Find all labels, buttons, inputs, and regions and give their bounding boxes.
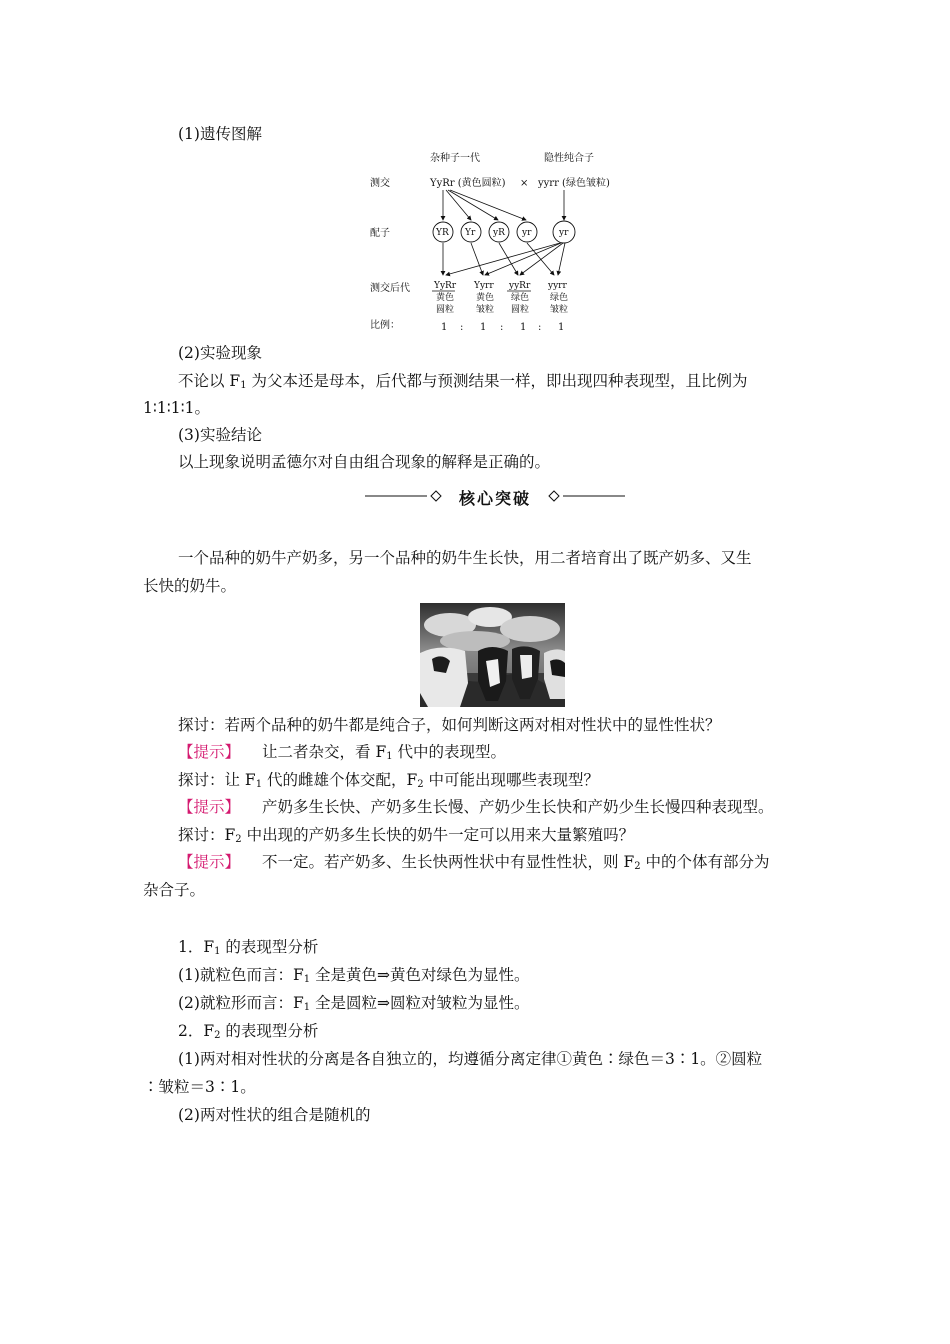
answer-1: 【提示】 让二者杂交，看 $F_1$ 代中的表现型。: [178, 743, 507, 762]
question-3: 探讨：$F_2$ 中出现的产奶多生长快的奶牛一定可以用来大量繁殖吗？: [178, 826, 635, 845]
tip-label-3: 【提示】: [178, 853, 241, 871]
row-gametes-label: 配子: [370, 228, 390, 239]
parent1-label: YyRr (黄色圆粒): [430, 178, 506, 189]
ratio-values: [441, 322, 564, 333]
cross-symbol: ×: [520, 178, 529, 189]
intro-text-2: 长快的奶牛。: [143, 577, 237, 595]
offspring-group: [433, 281, 568, 315]
offspring-2-color: 黄色: [476, 293, 495, 303]
analysis-line-3: (1)两对相对性状的分离是各自独立的，均遵循分离定律①黄色∶绿色＝3∶1。②圆粒: [178, 1050, 763, 1068]
gamete-yr-2: yr: [559, 228, 569, 238]
row-testcross-label: 测交: [370, 178, 390, 189]
gamete-yR: yR: [493, 228, 505, 238]
offspring-2-genotype: Yyrr: [474, 281, 494, 291]
analysis-line-5: (2)两对性状的组合是随机的: [178, 1106, 371, 1124]
analysis-line-1: (1)就粒色而言：$F_1$ 全是黄色⇒黄色对绿色为显性。: [178, 966, 530, 985]
ratio-sep-2: :: [500, 322, 504, 333]
cows-photo: [420, 603, 565, 707]
offspring-2-shape: 皱粒: [476, 305, 495, 315]
ratio-sep-1: :: [460, 322, 464, 333]
phenomenon-text-1: 不论以 $F_1$ 为父本还是母本，后代都与预测结果一样，即出现四种表现型，且比例为: [178, 372, 748, 391]
answer-2: 【提示】 产奶多生长快、产奶多生长慢、产奶少生长快和产奶少生长慢四种表现型。: [178, 798, 774, 816]
offspring-1-genotype: YyRr: [434, 281, 457, 291]
section-heading-conclusion: (3)实验结论: [178, 426, 262, 444]
question-2: 探讨：让 $F_1$ 代的雌雄个体交配，$F_2$ 中可能出现哪些表现型？: [178, 771, 600, 790]
testcross-diagram: [368, 148, 618, 338]
offspring-4-color: 绿色: [550, 293, 569, 303]
banner-title: 核心突破: [458, 489, 531, 508]
offspring-1-shape: 圆粒: [436, 305, 455, 315]
offspring-4-shape: 皱粒: [550, 305, 569, 315]
offspring-3-shape: 圆粒: [511, 305, 530, 315]
analysis-line-2: (2)就粒形而言：$F_1$ 全是圆粒⇒圆粒对皱粒为显性。: [178, 994, 530, 1013]
analysis-line-4: ∶皱粒＝3∶1。: [143, 1078, 256, 1096]
question-1: 探讨：若两个品种的奶牛都是纯合子，如何判断这两对相对性状中的显性性状？: [178, 716, 721, 734]
gamete-Yr: Yr: [465, 228, 476, 238]
ratio-3: 1: [520, 322, 527, 333]
ratio-sep-3: :: [538, 322, 542, 333]
tip-label-2: 【提示】: [178, 798, 241, 816]
answer-3-continued: 杂合子。: [143, 881, 206, 899]
ratio-1: 1: [441, 322, 448, 333]
conclusion-text: 以上现象说明孟德尔对自由组合现象的解释是正确的。: [178, 453, 551, 471]
phenomenon-text-2: 1∶1∶1∶1。: [143, 399, 211, 417]
offspring-3-color: 绿色: [511, 293, 530, 303]
col-hybrid-label: 杂种子一代: [430, 153, 480, 164]
answer-3: 【提示】 不一定。若产奶多、生长快两性状中有显性性状，则 $F_2$ 中的个体有部分为: [178, 853, 770, 872]
analysis-heading-1: 1．$F_1$ 的表现型分析: [178, 938, 319, 957]
row-ratio-label: 比例：: [370, 320, 400, 331]
col-recessive-label: 隐性纯合子: [544, 153, 594, 164]
analysis-heading-2: 2．$F_2$ 的表现型分析: [178, 1022, 319, 1041]
row-offspring-label: 测交后代: [370, 283, 410, 294]
offspring-1-color: 黄色: [436, 293, 455, 303]
offspring-3-genotype: yyRr: [509, 281, 531, 291]
gamete-yr-1: yr: [522, 228, 532, 238]
tip-label-1: 【提示】: [178, 743, 241, 761]
section-heading-genetic-diagram: (1)遗传图解: [178, 125, 262, 143]
parent2-label: yyrr (绿色皱粒): [538, 178, 610, 189]
ratio-4: 1: [558, 322, 565, 333]
section-banner: [365, 484, 625, 508]
section-heading-phenomenon: (2)实验现象: [178, 344, 262, 362]
ratio-2: 1: [480, 322, 487, 333]
intro-text-1: 一个品种的奶牛产奶多，另一个品种的奶牛生长快，用二者培育出了既产奶多、又生: [178, 549, 752, 567]
offspring-4-genotype: yyrr: [548, 281, 567, 291]
gamete-YR: YR: [436, 228, 449, 238]
gamete-circles: [433, 221, 575, 243]
